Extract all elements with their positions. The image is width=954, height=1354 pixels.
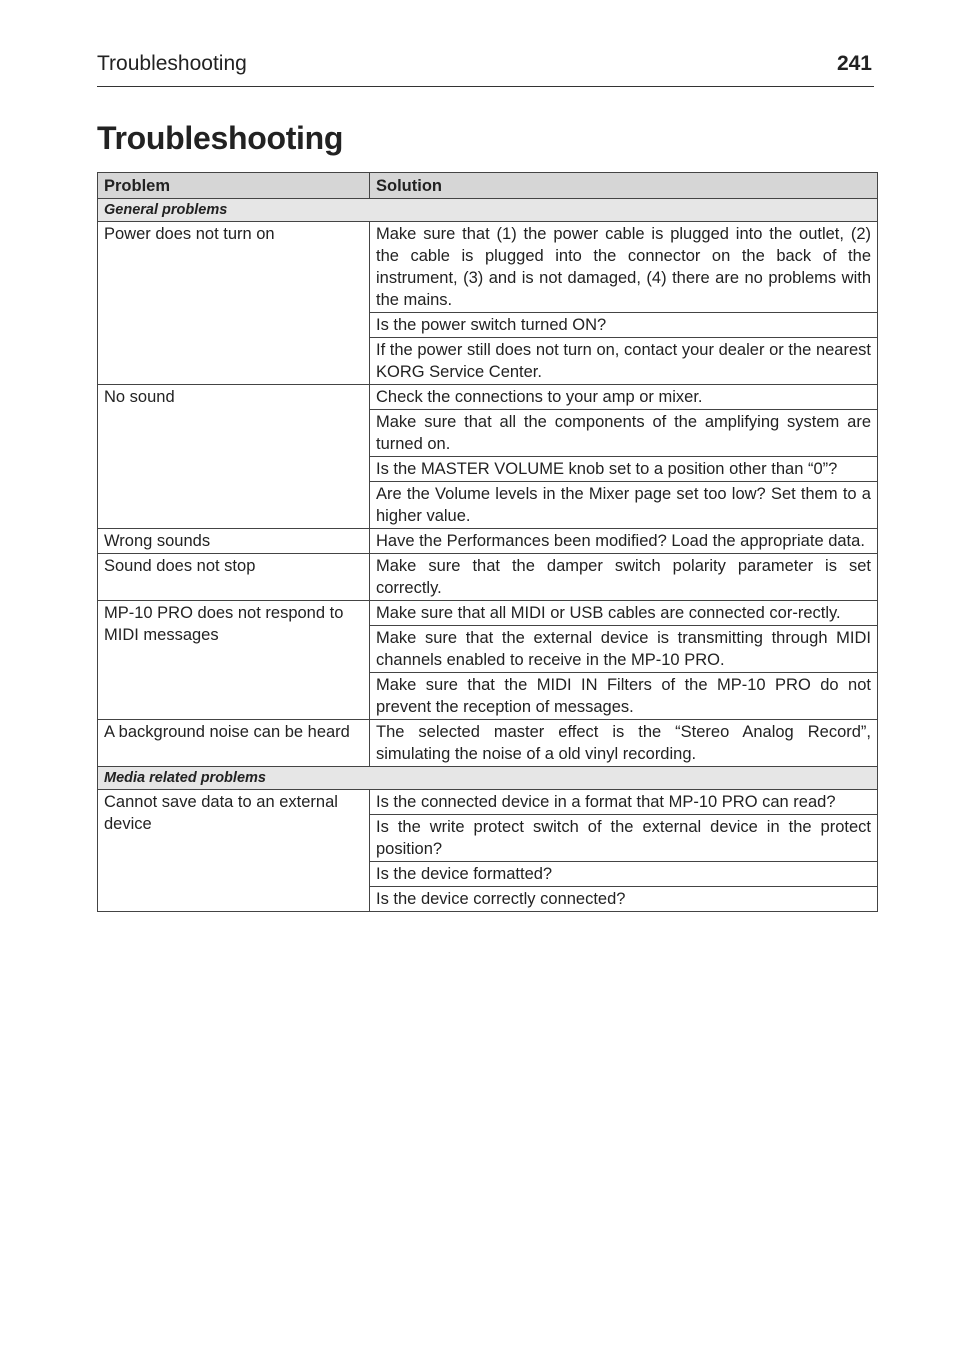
solution-cell: Check the connections to your amp or mixer. — [370, 385, 878, 410]
page-number: 241 — [836, 52, 872, 75]
problem-cell: A background noise can be heard — [98, 720, 370, 767]
solution-cell: Is the device formatted? — [370, 862, 878, 887]
solution-cell: Make sure that the external device is transmitting through MIDI channels enabled to receive in the MP-10 PRO. — [370, 626, 878, 673]
solution-cell: If the power still does not turn on, contact your dealer or the nearest KORG Service Center. — [370, 338, 878, 385]
solution-cell: Is the write protect switch of the external device in the protect position? — [370, 815, 878, 862]
troubleshooting-table — [97, 172, 878, 912]
problem-cell: Cannot save data to an external device — [98, 790, 370, 912]
section-row — [98, 767, 878, 790]
page-title: Troubleshooting — [97, 120, 344, 156]
problem-cell: MP-10 PRO does not respond to MIDI messages — [98, 601, 370, 720]
running-header — [97, 50, 874, 87]
column-header-solution: Solution — [370, 173, 878, 199]
solution-cell: Is the connected device in a format that MP-10 PRO can read? — [370, 790, 878, 815]
solution-cell: Make sure that (1) the power cable is plugged into the outlet, (2) the cable is plugged into the connector on the back of the instrument, (3) and is not damaged, (4) there are no problems with the mains. — [370, 222, 878, 313]
section-title: General problems — [98, 199, 878, 222]
solution-cell: Make sure that the MIDI IN Filters of the MP-10 PRO do not prevent the reception of messages. — [370, 673, 878, 720]
table-row — [98, 790, 878, 815]
problem-cell: No sound — [98, 385, 370, 529]
solution-cell: Is the MASTER VOLUME knob set to a position other than “0”? — [370, 457, 878, 482]
table-row — [98, 222, 878, 313]
problem-cell: Sound does not stop — [98, 554, 370, 601]
solution-cell: Make sure that all MIDI or USB cables are connected cor-rectly. — [370, 601, 878, 626]
solution-cell: Make sure that all the components of the amplifying system are turned on. — [370, 410, 878, 457]
table-row — [98, 385, 878, 410]
section-row — [98, 199, 878, 222]
table-row — [98, 601, 878, 626]
table-header-row — [98, 173, 878, 199]
solution-cell: Make sure that the damper switch polarity parameter is set correctly. — [370, 554, 878, 601]
table-row — [98, 554, 878, 601]
solution-cell: Have the Performances been modified? Load the appropriate data. — [370, 529, 878, 554]
table-row — [98, 529, 878, 554]
solution-cell: Is the power switch turned ON? — [370, 313, 878, 338]
column-header-problem: Problem — [98, 173, 370, 199]
solution-cell: The selected master effect is the “Stereo Analog Record”, simulating the noise of a old vinyl recording. — [370, 720, 878, 767]
solution-cell: Are the Volume levels in the Mixer page set too low? Set them to a higher value. — [370, 482, 878, 529]
running-header-title: Troubleshooting — [97, 52, 247, 75]
section-title: Media related problems — [98, 767, 878, 790]
table-row — [98, 720, 878, 767]
problem-cell: Wrong sounds — [98, 529, 370, 554]
problem-cell: Power does not turn on — [98, 222, 370, 385]
solution-cell: Is the device correctly connected? — [370, 887, 878, 912]
